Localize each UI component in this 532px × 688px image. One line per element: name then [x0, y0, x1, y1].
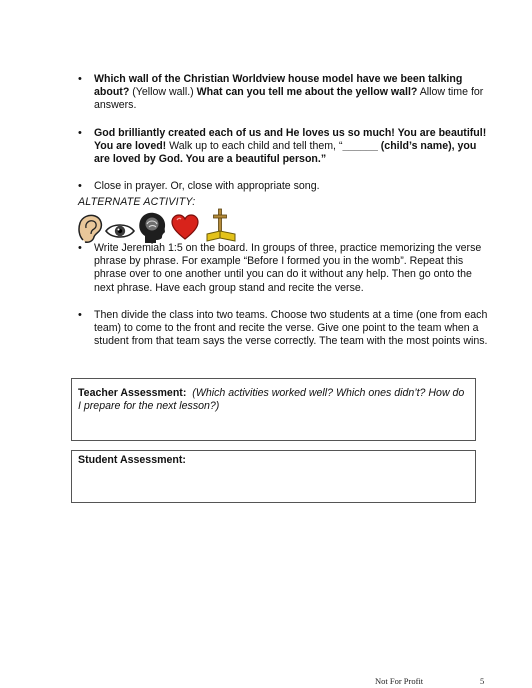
alternate-activity-heading: ALTERNATE ACTIVITY:: [78, 196, 196, 208]
student-assessment-box: [71, 450, 476, 503]
instruction-text: Close in prayer. Or, close with appropriate song.: [94, 180, 320, 193]
affirmation-text: ______ (child’s name), you are loved by God. You are a beautiful person.”: [94, 139, 477, 166]
bible-cross-icon: [205, 208, 237, 244]
head-icon: [137, 212, 167, 244]
list-item: [78, 309, 493, 349]
teacher-assessment-box: [71, 378, 476, 441]
eye-icon: [105, 222, 135, 240]
activity-text: Then divide the class into two teams. Choose two students at a time (one from each team) to come to the front and recite the verse. Give one point to the team when a student from that team says the verse correctly. The team with the most points wins.: [94, 308, 488, 348]
teacher-assessment-label: Teacher Assessment:: [78, 387, 187, 399]
activity-text: Write Jeremiah 1:5 on the board. In groups of three, practice memorizing the verse phrase by phrase. For example “Before I formed you in the womb”. Repeat this phrase over to one another until you can do it without any help. Then go onto the next phrase. Have each group stand and recite the verse.: [94, 242, 482, 294]
list-item: [78, 127, 493, 167]
list-item: [78, 242, 493, 295]
question-text: Which wall of the Christian Worldview house model have we been talking about?: [94, 73, 463, 99]
list-item: [78, 180, 493, 193]
activity-steps-list: [78, 242, 493, 348]
question-text: What can you tell me about the yellow wall?: [196, 86, 418, 99]
list-item: [78, 73, 493, 113]
lesson-steps-list: [78, 73, 493, 193]
ear-icon: [77, 214, 103, 244]
instruction-text: Allow time for answers.: [94, 86, 484, 112]
instruction-text: Walk up to each child and tell them, “: [166, 139, 343, 152]
heart-icon: [171, 214, 199, 240]
footer-note: Not For Profit: [375, 676, 424, 686]
answer-text: (Yellow wall.): [129, 86, 197, 99]
learning-style-icons: [77, 208, 257, 244]
teacher-assessment-prompt: (Which activities worked well? Which ones didn’t? How do I prepare for the next lesson?): [78, 387, 465, 412]
page-number: 5: [480, 676, 485, 686]
student-assessment-label: Student Assessment:: [78, 454, 186, 466]
affirmation-text: God brilliantly created each of us and He loves us so much! You are beautiful! You are loved!: [94, 126, 487, 152]
